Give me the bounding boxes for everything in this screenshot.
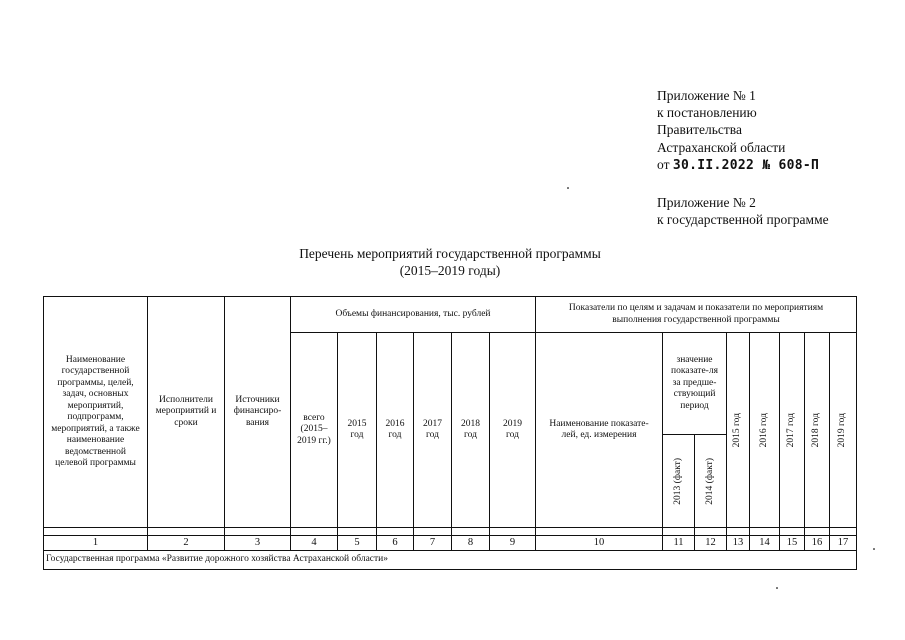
appendix-1-block <box>657 87 819 174</box>
header-year-2017: 2017 год <box>423 418 442 440</box>
header-previous-period: значение показате-ля за предше-ствующий период <box>671 354 718 411</box>
header-program-name: Наименование государственной программы, целей, задач, основных мероприятий, подпрограмм, мероприятий, а также наименование ведомственной целевой программы <box>51 354 140 468</box>
header-indicators: Показатели по целям и задачам и показатели по мероприятиям выполнения государственной программы <box>568 303 824 325</box>
header-total: всего (2015–2019 гг.) <box>297 412 331 446</box>
appendix-1-title: Приложение № 1 <box>657 88 756 103</box>
header-indicator-2017 <box>780 333 804 527</box>
scan-speck <box>873 548 875 550</box>
header-year-2015: 2015 год <box>347 418 367 440</box>
appendix-1-line: к постановлению <box>657 105 757 121</box>
scan-speck <box>776 587 778 589</box>
appendix-2-line: к государственной программе <box>657 212 829 228</box>
header-year-2018: 2018 год <box>461 418 480 440</box>
header-indicator-2019 <box>830 333 856 527</box>
appendix-1-date-line <box>657 156 819 174</box>
column-number: 13 <box>732 537 744 549</box>
header-indicator-2016-text: 2016 год <box>758 412 769 448</box>
column-number: 11 <box>673 537 684 549</box>
table-border-right <box>856 296 857 569</box>
header-fact-2013-text: 2013 (факт) <box>672 457 683 505</box>
scan-speck <box>567 187 569 189</box>
header-indicator-2019-text: 2019 год <box>837 412 848 448</box>
document-title-years: (2015–2019 годы) <box>399 263 501 278</box>
column-number: 5 <box>354 537 360 549</box>
date-value: 30.II.2022 № 608-П <box>672 157 820 173</box>
header-indicator-2016 <box>750 333 779 527</box>
table-border-bottom <box>43 569 857 570</box>
header-fact-2014-text: 2014 (факт) <box>704 457 715 505</box>
column-number: 1 <box>92 537 99 549</box>
column-number: 9 <box>509 537 516 549</box>
header-funding-volumes: Объемы финансирования, тыс. рублей <box>335 308 491 319</box>
document-title-line: Перечень мероприятий государственной программы <box>299 246 601 261</box>
header-indicator-name: Наименование показате-лей, ед. измерения <box>549 418 649 440</box>
header-year-2019: 2019 год <box>503 418 522 440</box>
header-indicator-2015 <box>727 333 749 527</box>
header-indicator-2018-text: 2018 год <box>811 412 822 448</box>
header-executors: Исполнители мероприятий и сроки <box>155 394 217 428</box>
column-number: 16 <box>811 537 823 549</box>
column-number: 4 <box>311 537 317 549</box>
column-number: 7 <box>429 537 436 549</box>
column-number: 3 <box>254 537 261 549</box>
program-row: Государственная программа «Развитие дорожного хозяйства Астраханской области» <box>46 553 388 564</box>
header-indicator-2015-text: 2015 год <box>732 412 743 448</box>
header-year-2016: 2016 год <box>385 418 405 440</box>
header-fact-2013 <box>663 435 694 527</box>
appendix-2-block <box>657 194 829 228</box>
appendix-2-title: Приложение № 2 <box>657 195 756 210</box>
column-number: 2 <box>183 537 189 549</box>
date-prefix: от <box>657 156 670 172</box>
column-number: 12 <box>705 537 716 549</box>
column-number: 6 <box>392 537 398 549</box>
header-indicator-2018 <box>805 333 829 527</box>
header-funding-sources: Источники финансиро-вания <box>233 394 282 428</box>
column-number: 17 <box>837 537 849 549</box>
column-number: 10 <box>593 537 605 549</box>
header-indicator-2017-text: 2017 год <box>786 412 797 448</box>
appendix-1-line: Правительства <box>657 122 742 138</box>
document-title <box>180 245 720 279</box>
column-number: 14 <box>759 537 770 549</box>
header-bottom-rule <box>43 527 857 528</box>
header-fact-2014 <box>695 435 726 527</box>
appendix-1-line: Астраханской области <box>657 139 786 155</box>
column-number: 8 <box>467 537 474 549</box>
column-number: 15 <box>786 537 798 549</box>
